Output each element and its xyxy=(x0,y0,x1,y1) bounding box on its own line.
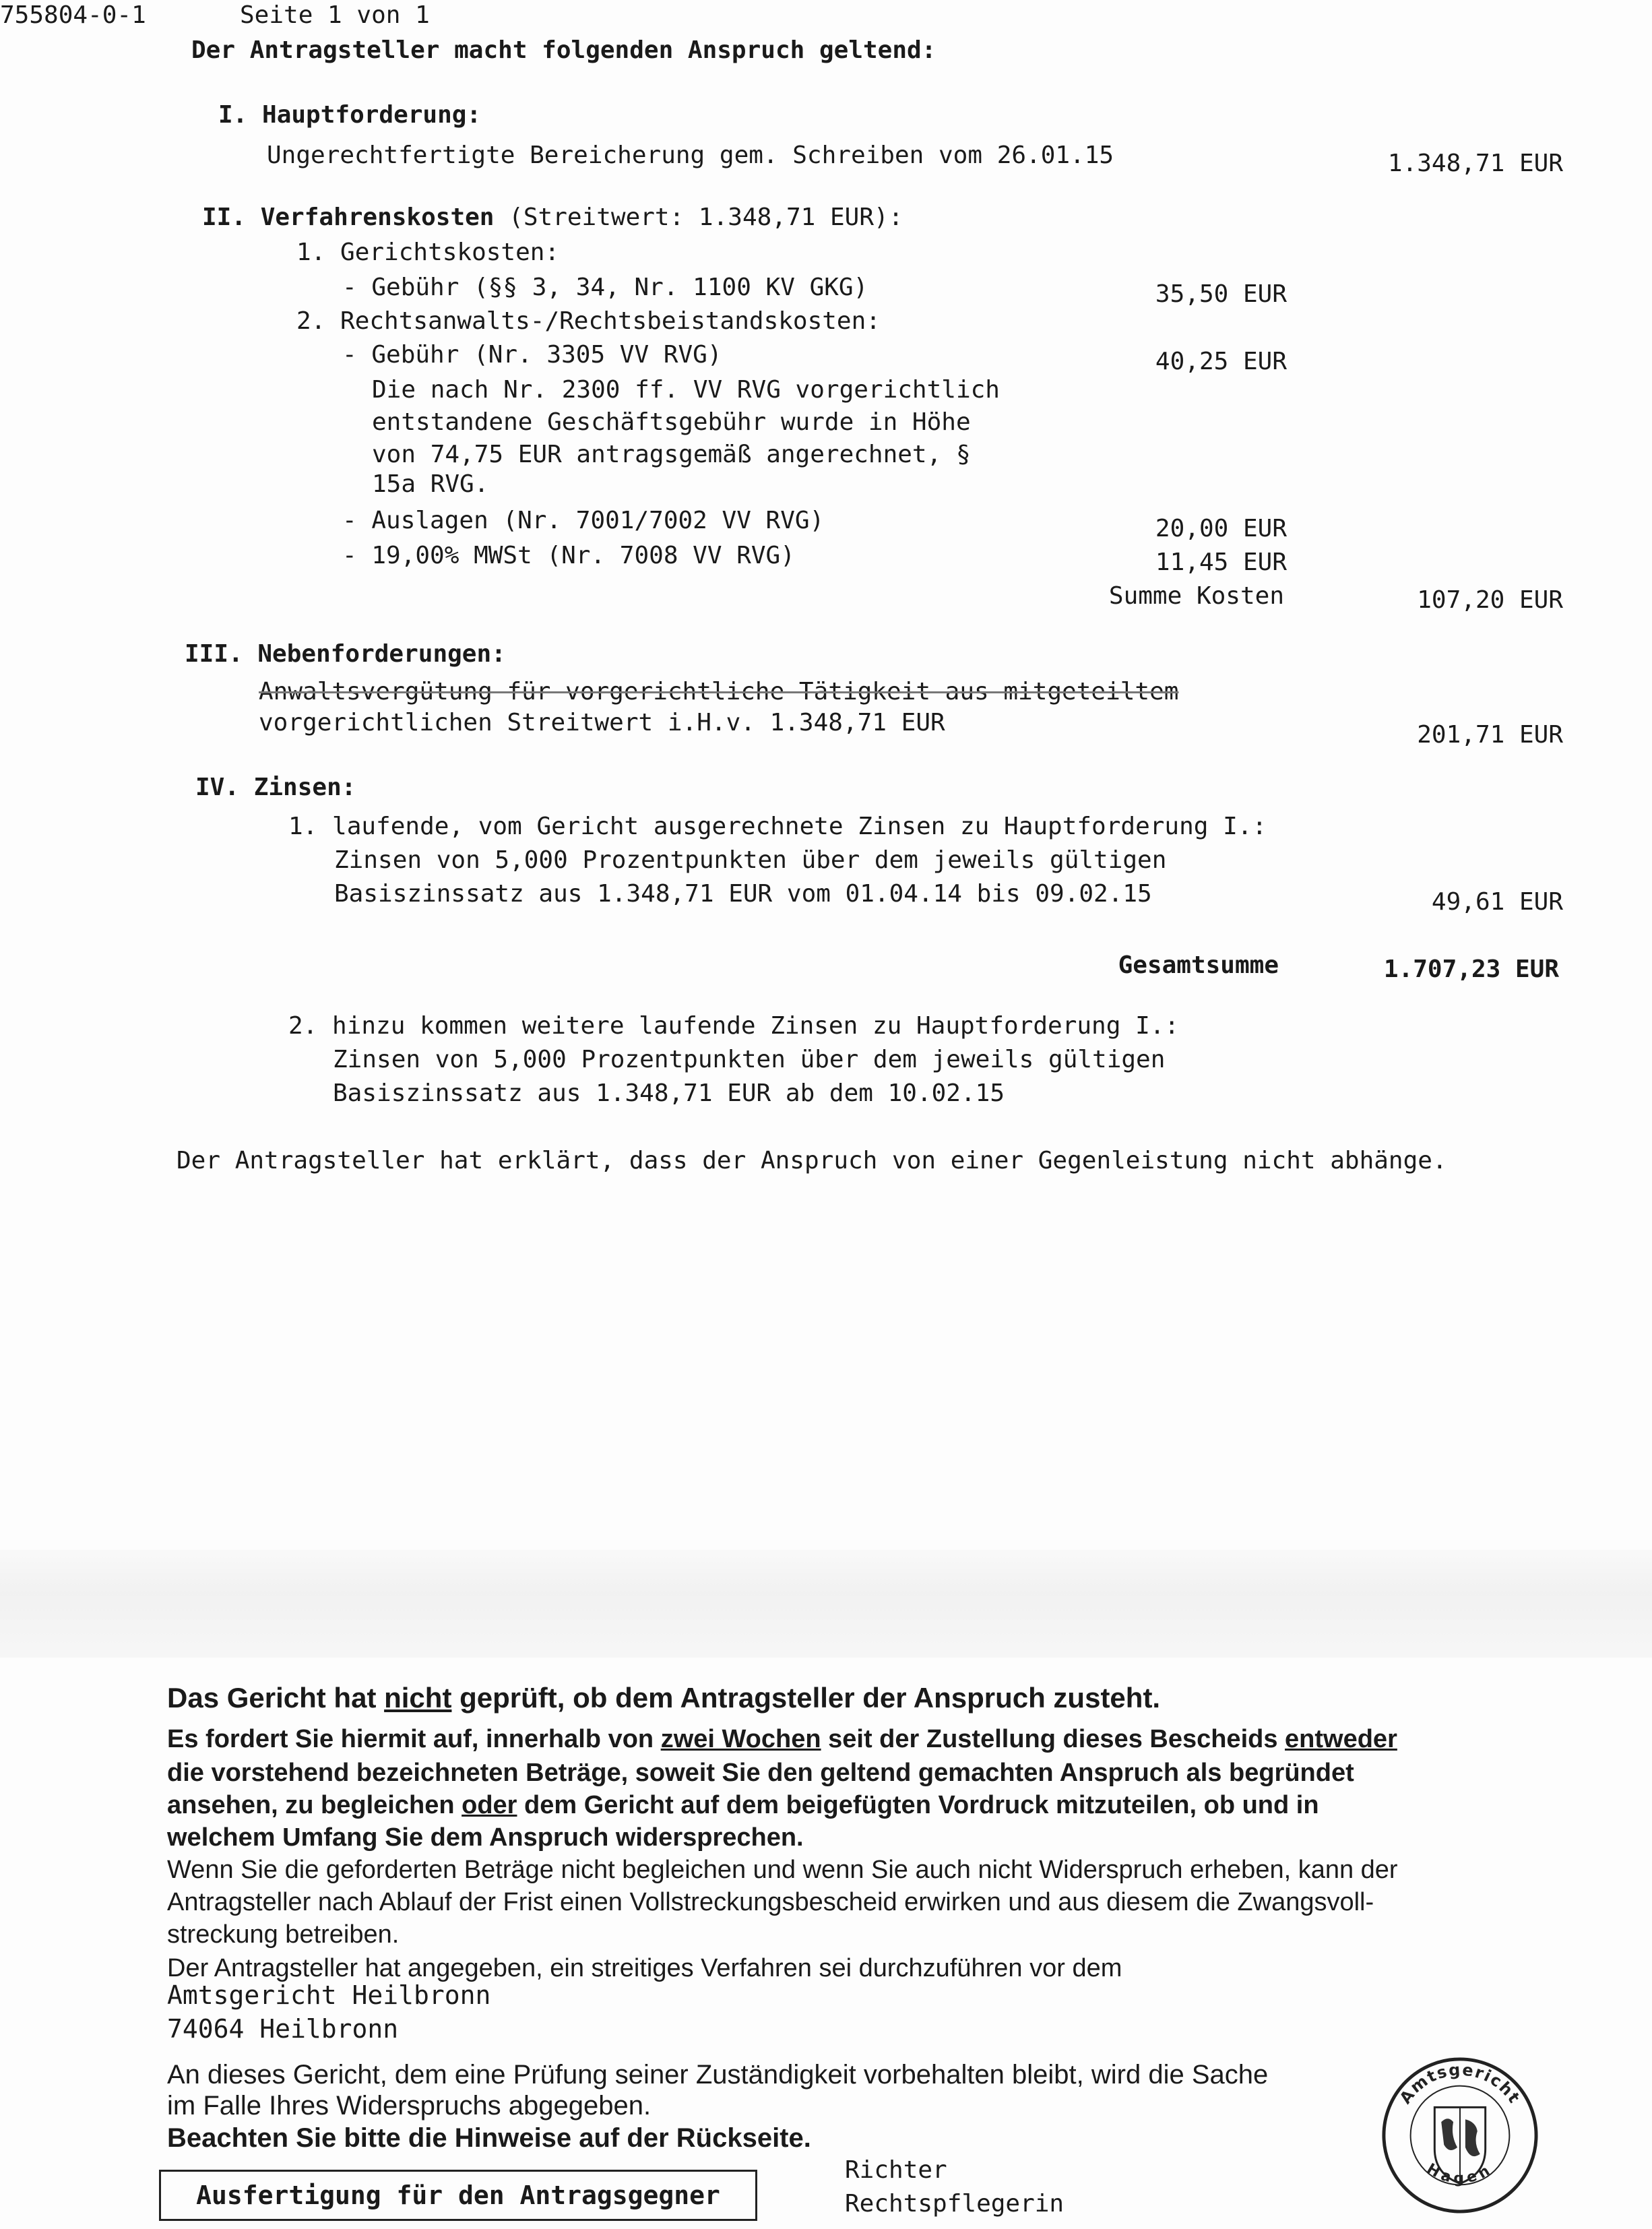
notice-line4-underlined: oder xyxy=(462,1791,517,1819)
court-name: Amtsgericht Heilbronn xyxy=(167,1980,491,2010)
fee-note-2: entstandene Geschäftsgebühr wurde in Höhe xyxy=(372,408,971,436)
vat: - 19,00% MWSt (Nr. 7008 VV RVG) xyxy=(342,542,795,569)
lawyer-fee: - Gebühr (Nr. 3305 VV RVG) xyxy=(342,341,722,369)
notice-p4-1: An dieses Gericht, dem eine Prüfung seiner Zuständigkeit vorbehalten bleibt, wird die Sache xyxy=(167,2060,1269,2090)
notice-line4 xyxy=(167,1790,1515,1821)
court-address: 74064 Heilbronn xyxy=(167,2014,399,2044)
notice-line1-b: geprüft, ob dem Antragsteller der Anspruch zusteht. xyxy=(451,1682,1161,1714)
notice-p3: Der Antragsteller hat angegeben, ein streitiges Verfahren sei durchzuführen vor dem xyxy=(167,1954,1122,1982)
section1-text: Ungerechtfertigte Bereicherung gem. Schreiben vom 26.01.15 xyxy=(267,142,1114,169)
copy-label: Ausfertigung für den Antragsgegner xyxy=(196,2180,720,2210)
seal-text-bottom: Hagen xyxy=(1424,2160,1496,2187)
section2-title-rest: (Streitwert: 1.348,71 EUR): xyxy=(509,203,903,231)
section4-title: IV. Zinsen: xyxy=(195,774,356,801)
vat-amount: 11,45 EUR xyxy=(1155,548,1287,576)
interest-item1-line1: 1. laufende, vom Gericht ausgerechnete Zinsen zu Hauptforderung I.: xyxy=(288,813,1267,840)
fee-note-1: Die nach Nr. 2300 ff. VV RVG vorgerichtlich xyxy=(372,376,1000,404)
fee-note-3: von 74,75 EUR antragsgemäß angerechnet, § xyxy=(372,441,971,468)
section2-title xyxy=(202,202,903,233)
claim-intro: Der Antragsteller macht folgenden Anspruch geltend: xyxy=(191,36,936,64)
notice-p2-1: Wenn Sie die geforderten Beträge nicht begleichen und wenn Sie auch nicht Widerspruch erheben, kann der xyxy=(167,1856,1398,1884)
fee-note-4: 15a RVG. xyxy=(372,470,489,498)
expenses-amount: 20,00 EUR xyxy=(1155,515,1287,542)
notice-line4-a: ansehen, zu begleichen xyxy=(167,1791,462,1819)
document-reference: 755804-0-1 xyxy=(0,1,146,29)
notice-line2 xyxy=(167,1724,1515,1755)
notice-line1 xyxy=(167,1682,1515,1714)
seal-text-top: Amtsgericht xyxy=(1395,2060,1525,2108)
notice-line1-underlined: nicht xyxy=(384,1682,452,1714)
lawyer-fee-amount: 40,25 EUR xyxy=(1155,348,1287,375)
interest-item2-line3: Basiszinssatz aus 1.348,71 EUR ab dem 10.02.15 xyxy=(333,1079,1005,1107)
court-costs-label: 1. Gerichtskosten: xyxy=(296,239,560,266)
notice-line5: welchem Umfang Sie dem Anspruch widersprechen. xyxy=(167,1823,804,1852)
court-fee: - Gebühr (§§ 3, 34, Nr. 1100 KV GKG) xyxy=(342,274,868,301)
section1-title: I. Hauptforderung: xyxy=(218,101,482,129)
notice-line4-b: dem Gericht auf dem beigefügten Vordruck mitzuteilen, ob und in xyxy=(517,1791,1319,1819)
declaration: Der Antragsteller hat erklärt, dass der Anspruch von einer Gegenleistung nicht abhänge. xyxy=(177,1147,1447,1174)
total-amount: 1.707,23 EUR xyxy=(1383,955,1559,983)
interest-item2-line2: Zinsen von 5,000 Prozentpunkten über dem jeweils gültigen xyxy=(333,1046,1166,1073)
interest-item2-line1: 2. hinzu kommen weitere laufende Zinsen zu Hauptforderung I.: xyxy=(288,1012,1180,1040)
section2-title-bold: II. Verfahrenskosten xyxy=(202,203,495,231)
interest-item1-amount: 49,61 EUR xyxy=(1431,888,1563,916)
court-fee-amount: 35,50 EUR xyxy=(1155,280,1287,308)
lawyer-costs-label: 2. Rechtsanwalts-/Rechtsbeistandskosten: xyxy=(296,307,881,335)
notice-line2-a: Es fordert Sie hiermit auf, innerhalb von xyxy=(167,1725,661,1753)
section3-title: III. Nebenforderungen: xyxy=(185,640,506,668)
notice-p4-2: im Falle Ihres Widerspruchs abgegeben. xyxy=(167,2091,652,2121)
section1-amount: 1.348,71 EUR xyxy=(1387,150,1563,177)
total-label: Gesamtsumme xyxy=(1118,951,1279,979)
section3-line2: vorgerichtlichen Streitwert i.H.v. 1.348,71 EUR xyxy=(259,709,945,736)
page-number: Seite 1 von 1 xyxy=(240,1,430,29)
notice-p2-2: Antragsteller nach Ablauf der Frist einen Vollstreckungsbescheid erwirken und aus diesem die Zwangsvoll- xyxy=(167,1888,1374,1916)
signature-judge: Richter xyxy=(845,2156,947,2184)
notice-line2-underlined: zwei Wochen xyxy=(660,1725,821,1753)
interest-item1-line2: Zinsen von 5,000 Prozentpunkten über dem jeweils gültigen xyxy=(334,846,1167,874)
notice-line3: die vorstehend bezeichneten Beträge, soweit Sie den geltend gemachten Anspruch als begründet xyxy=(167,1759,1354,1787)
copy-label-box xyxy=(159,2170,757,2221)
svg-text:Amtsgericht xyxy=(1396,2060,1525,2107)
notice-line2-b: seit der Zustellung dieses Bescheids xyxy=(821,1725,1285,1753)
notice-line2-underlined2: entweder xyxy=(1285,1725,1397,1753)
court-seal-icon xyxy=(1380,2055,1540,2216)
notice-p5: Beachten Sie bitte die Hinweise auf der Rückseite. xyxy=(167,2123,811,2153)
expenses: - Auslagen (Nr. 7001/7002 VV RVG) xyxy=(342,507,825,534)
paper-fold xyxy=(0,1550,1652,1658)
section3-line1: Anwaltsvergütung für vorgerichtliche Tätigkeit aus mitgeteiltem xyxy=(259,678,1179,705)
signature-clerk: Rechtspflegerin xyxy=(845,2190,1065,2218)
section3-amount: 201,71 EUR xyxy=(1417,721,1563,749)
costs-sum-amount: 107,20 EUR xyxy=(1417,586,1563,614)
notice-line1-a: Das Gericht hat xyxy=(167,1682,385,1714)
interest-item1-line3: Basiszinssatz aus 1.348,71 EUR vom 01.04.14 bis 09.02.15 xyxy=(334,880,1152,908)
costs-sum-label: Summe Kosten xyxy=(1108,582,1284,610)
notice-p2-3: streckung betreiben. xyxy=(167,1920,400,1949)
